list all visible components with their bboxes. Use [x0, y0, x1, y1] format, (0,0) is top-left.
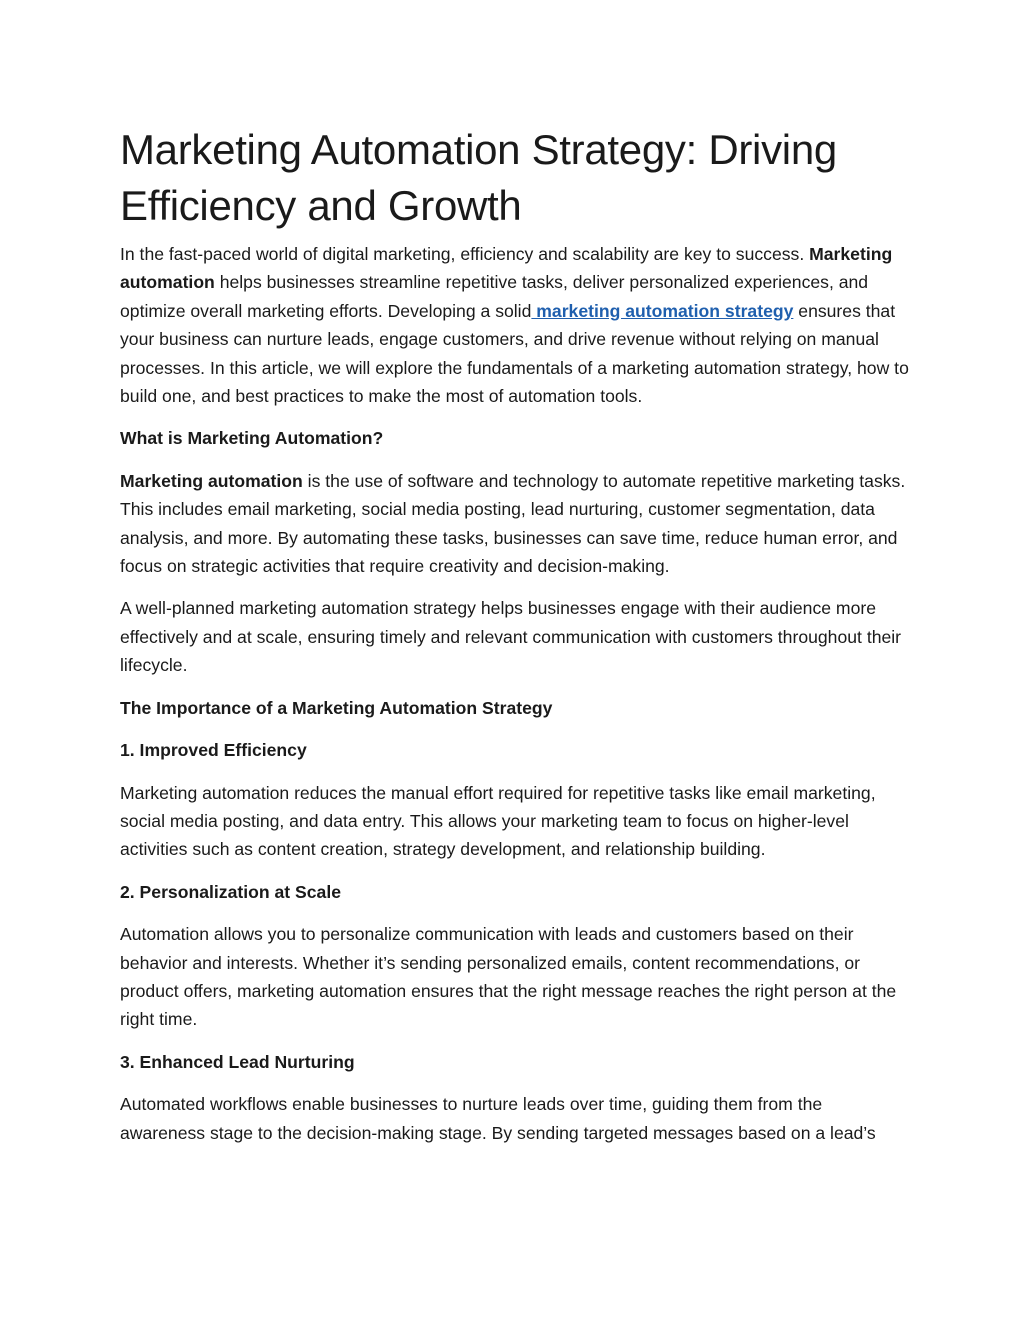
intro-bold-term: Marketing automation — [120, 244, 893, 293]
what-bold-term: Marketing automation — [120, 470, 303, 491]
subheading-improved-efficiency: 1. Improved Efficiency — [120, 740, 307, 761]
page-title: Marketing Automation Strategy: Driving Efficiency and Growth — [120, 126, 837, 229]
intro-text-3: ensures that your business can nurture leads, engage customers, and drive revenue without relying on manual processes. In this article, we will explore the fundamentals of a marketing automation strategy, how to build one, and best practices to make the most of automation tools. — [120, 300, 909, 407]
what-text-1: is the use of software and technology to automate repetitive marketing tasks. This includes email marketing, social media posting, lead nurturing, customer segmentation, data analysis, and more. By automating these tasks, businesses can save time, reduce human error, and focus on strategic activities that require creativity and decision-making. — [120, 470, 906, 577]
paragraph-lead-nurturing: Automated workflows enable businesses to nurture leads over time, guiding them from the awareness stage to the decision-making stage. By sending targeted messages based on a lead’s — [120, 1094, 876, 1143]
intro-paragraph — [120, 240, 910, 410]
subheading-lead-nurturing: 3. Enhanced Lead Nurturing — [120, 1051, 355, 1072]
paragraph-improved-efficiency: Marketing automation reduces the manual effort required for repetitive tasks like email marketing, social media posting, and data entry. This allows your marketing team to focus on higher-level activities such as content creation, strategy development, and relationship building. — [120, 782, 876, 860]
section-heading-importance: The Importance of a Marketing Automation Strategy — [120, 697, 553, 718]
document-page — [120, 122, 910, 1161]
what-paragraph-1 — [120, 467, 910, 581]
marketing-automation-strategy-link[interactable]: marketing automation strategy — [531, 300, 794, 321]
paragraph-personalization: Automation allows you to personalize communication with leads and customers based on their behavior and interests. Whether it’s sending personalized emails, content recommendations, or product offers, marketing automation ensures that the right message reaches the right person at the right time. — [120, 924, 897, 1030]
section-heading-what-is: What is Marketing Automation? — [120, 428, 384, 449]
subheading-personalization: 2. Personalization at Scale — [120, 881, 341, 902]
intro-text-1: In the fast-paced world of digital marketing, efficiency and scalability are key to success. — [120, 244, 810, 264]
intro-text-2: helps businesses streamline repetitive tasks, deliver personalized experiences, and optimize overall marketing efforts. Developing a solid — [120, 272, 869, 321]
what-paragraph-2: A well-planned marketing automation strategy helps businesses engage with their audience more effectively and at scale, ensuring timely and relevant communication with customers throughout their lifecycle. — [120, 598, 902, 676]
